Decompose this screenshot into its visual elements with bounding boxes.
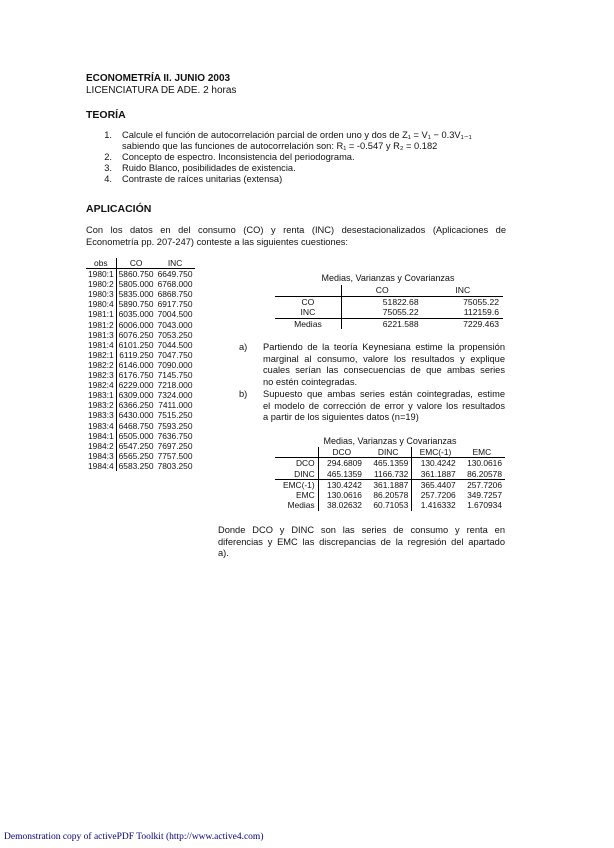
table-cell: 1.670934 bbox=[467, 500, 502, 511]
table-cell: 6649.750 bbox=[157, 269, 193, 280]
obs-period: 1980:3 bbox=[86, 289, 116, 299]
table-cell: 294.6809 bbox=[327, 458, 362, 469]
question-list bbox=[239, 342, 505, 425]
table-cell: 361.1887 bbox=[365, 479, 412, 490]
table-row bbox=[86, 390, 195, 400]
table-cell: 7145.750 bbox=[157, 370, 193, 381]
doc-title: ECONOMETRÍA II. JUNIO 2003 bbox=[86, 73, 231, 84]
table-cell: 6035.000 bbox=[118, 309, 154, 320]
table-cell: 6917.750 bbox=[157, 299, 193, 310]
obs-period: 1983:1 bbox=[86, 390, 116, 400]
table-row bbox=[86, 350, 195, 360]
table-cell: 257.7206 bbox=[459, 479, 505, 490]
table-cell: 6146.000 bbox=[118, 359, 154, 370]
obs-period: 1980:4 bbox=[86, 299, 116, 309]
table-cell: 38.02632 bbox=[327, 500, 362, 511]
table-row bbox=[86, 451, 195, 461]
closing-line: a). bbox=[218, 548, 229, 558]
question-item bbox=[239, 389, 505, 424]
aplicacion-heading: APLICACIÓN bbox=[86, 203, 152, 215]
table-cell: 7229.463 bbox=[423, 318, 503, 329]
table-cell: 6119.250 bbox=[119, 349, 154, 360]
row-label: Medias bbox=[275, 318, 341, 329]
closing-line: Donde DCO y DINC son las series de consumo y renta en bbox=[218, 525, 505, 535]
item-line: Calcule el función de autocorrelación parcial de orden uno y dos de Z₁ = V₁ − 0.3V₁₋₁ bbox=[122, 130, 472, 140]
table-row bbox=[86, 370, 195, 380]
table-row bbox=[86, 380, 195, 390]
question-label: b) bbox=[239, 389, 248, 399]
table-cell: 5835.000 bbox=[118, 289, 154, 300]
teoria-item bbox=[100, 130, 520, 152]
table-row bbox=[275, 469, 505, 480]
obs-period: 1981:3 bbox=[86, 330, 116, 340]
table-row bbox=[275, 479, 505, 490]
table-row bbox=[86, 340, 195, 350]
table-cell: 6221.588 bbox=[341, 318, 422, 329]
obs-period: 1981:4 bbox=[86, 340, 116, 350]
table-cell: 5805.000 bbox=[118, 279, 154, 290]
table-cell: 1.416332 bbox=[420, 500, 456, 511]
table-cell: 7053.250 bbox=[157, 329, 193, 340]
table-cell: 7515.250 bbox=[157, 410, 193, 421]
column-header: EMC bbox=[459, 447, 505, 458]
obs-period: 1983:2 bbox=[86, 400, 116, 410]
table-row bbox=[86, 431, 195, 441]
teoria-item bbox=[100, 174, 520, 185]
table-cell: 130.0616 bbox=[327, 490, 362, 501]
table-cell: 7043.000 bbox=[157, 319, 193, 330]
table-row bbox=[86, 320, 195, 330]
table-row bbox=[86, 289, 195, 299]
teoria-item bbox=[100, 163, 520, 174]
doc-subtitle: LICENCIATURA DE ADE. 2 horas bbox=[86, 85, 237, 96]
teoria-list bbox=[100, 130, 520, 185]
table-cell: 1166.732 bbox=[365, 469, 412, 480]
obs-period: 1984:2 bbox=[86, 441, 116, 451]
column-header: INC bbox=[156, 258, 195, 269]
table-row bbox=[275, 296, 503, 307]
table-cell: 130.4242 bbox=[318, 479, 365, 490]
question-label: a) bbox=[239, 342, 248, 352]
demo-watermark: Demonstration copy of activePDF Toolkit (http://www.active4.com) bbox=[4, 832, 264, 842]
table-header-row bbox=[275, 447, 505, 458]
table-row bbox=[86, 461, 195, 471]
table-cell: 6547.250 bbox=[118, 440, 154, 451]
table-cell: 7004.500 bbox=[157, 309, 193, 320]
column-header: obs bbox=[86, 258, 116, 269]
table-row bbox=[86, 360, 195, 370]
table-cell: 60.71053 bbox=[365, 500, 412, 510]
table-cell: 7090.000 bbox=[157, 359, 193, 370]
table-cell: 465.1359 bbox=[327, 468, 362, 479]
obs-period: 1982:4 bbox=[86, 380, 116, 390]
table-cell: 349.7257 bbox=[467, 490, 502, 501]
row-label: Medias bbox=[275, 500, 318, 510]
item-number: 1. bbox=[104, 130, 112, 140]
table-row bbox=[86, 421, 195, 431]
question-line: Partiendo de la teoría Keynesiana estime la propensión bbox=[263, 342, 505, 352]
item-line: Concepto de espectro. Inconsistencia del periodograma. bbox=[122, 152, 355, 162]
table-row bbox=[275, 500, 505, 510]
item-number: 2. bbox=[104, 152, 112, 162]
column-header: INC bbox=[423, 285, 503, 296]
table-cell: 6468.750 bbox=[118, 420, 154, 431]
obs-period: 1984:3 bbox=[86, 451, 116, 461]
table-cell: 6006.000 bbox=[118, 319, 154, 330]
table-row bbox=[86, 299, 195, 309]
closing-line: diferencias y EMC las discrepancias de la regresión del apartado bbox=[218, 536, 505, 547]
table-cell: 6583.250 bbox=[118, 460, 154, 471]
column-header bbox=[275, 447, 318, 458]
question-line: cuales serían las consecuencias de que ambas series bbox=[263, 365, 505, 375]
var-cov-table-2 bbox=[275, 447, 505, 511]
table-cell: 465.1359 bbox=[365, 458, 412, 469]
table-cell: 257.7206 bbox=[420, 490, 456, 501]
obs-period: 1982:1 bbox=[86, 350, 116, 360]
table-cell: 7411.000 bbox=[158, 400, 193, 411]
table-cell: 7047.750 bbox=[157, 349, 193, 360]
column-header bbox=[275, 285, 341, 296]
table-cell: 6229.000 bbox=[118, 380, 154, 391]
item-number: 4. bbox=[104, 174, 112, 184]
row-label: CO bbox=[275, 296, 341, 307]
table-cell: 86.20578 bbox=[467, 468, 502, 479]
means-row bbox=[275, 318, 503, 329]
table-row bbox=[86, 269, 195, 280]
table-cell: 6101.250 bbox=[118, 339, 154, 350]
intro-line: Econometría pp. 207-247) conteste a las siguientes cuestiones: bbox=[86, 236, 349, 247]
item-line: sabiendo que las funciones de autocorrelación son: R₁ = -0.547 y R₂ = 0.182 bbox=[122, 141, 438, 151]
table-row bbox=[86, 279, 195, 289]
table-cell: 7324.000 bbox=[157, 390, 193, 401]
question-item bbox=[239, 342, 505, 388]
table-cell: 7803.250 bbox=[157, 460, 193, 471]
obs-period: 1980:1 bbox=[86, 269, 116, 280]
table-cell: 7697.250 bbox=[157, 440, 193, 451]
table-cell: 6076.250 bbox=[118, 329, 154, 340]
table-cell: 51822.68 bbox=[382, 296, 419, 307]
table-cell: 130.0616 bbox=[467, 458, 502, 469]
table-cell: 6868.750 bbox=[157, 289, 193, 300]
table2-title: Medias, Varianzas y Covarianzas bbox=[323, 436, 457, 446]
obs-period: 1981:2 bbox=[86, 320, 116, 330]
table-cell: 112159.6 bbox=[463, 307, 499, 317]
table-cell: 361.1887 bbox=[420, 468, 456, 479]
closing-paragraph bbox=[218, 525, 505, 560]
item-line: Ruido Blanco, posibilidades de existencia. bbox=[122, 163, 296, 173]
obs-period: 1984:4 bbox=[86, 461, 116, 471]
table-cell: 365.4407 bbox=[412, 479, 459, 490]
obs-period: 1982:3 bbox=[86, 370, 116, 380]
column-header: CO bbox=[116, 258, 155, 269]
table-cell: 75055.22 bbox=[463, 296, 499, 307]
obs-period: 1983:4 bbox=[86, 421, 116, 431]
question-line: no estén cointegradas. bbox=[263, 376, 358, 387]
row-label: INC bbox=[275, 307, 341, 318]
column-header: DCO bbox=[318, 447, 365, 458]
table-cell: 5890.750 bbox=[118, 299, 154, 310]
var-cov-table-1 bbox=[275, 285, 503, 329]
table-cell: 6505.000 bbox=[118, 430, 154, 441]
obs-period: 1980:2 bbox=[86, 279, 116, 289]
table-cell: 6366.250 bbox=[118, 400, 154, 411]
table-row bbox=[275, 490, 505, 500]
table-cell: 7218.000 bbox=[157, 380, 193, 391]
table-row bbox=[86, 330, 195, 340]
table-cell: 6768.000 bbox=[157, 279, 193, 290]
obs-data-table bbox=[86, 258, 195, 471]
aplicacion-intro bbox=[86, 225, 506, 248]
obs-period: 1983:3 bbox=[86, 410, 116, 420]
table-cell: 6309.000 bbox=[118, 390, 154, 401]
column-header: DINC bbox=[365, 447, 412, 458]
table-cell: 130.4242 bbox=[420, 458, 456, 469]
table-row bbox=[86, 441, 195, 451]
table-cell: 75055.22 bbox=[382, 307, 419, 317]
table-row bbox=[275, 458, 505, 469]
row-label: DINC bbox=[275, 469, 318, 480]
item-line: Contraste de raíces unitarias (extensa) bbox=[122, 174, 283, 184]
table-row bbox=[275, 307, 503, 318]
table-cell: 6430.000 bbox=[118, 410, 154, 421]
question-line: Supuesto que ambas series están cointegradas, estime bbox=[263, 389, 505, 399]
question-line: marginal al consumo, valore los resultados y explique bbox=[263, 353, 505, 364]
table-cell: 7757.500 bbox=[157, 450, 193, 461]
question-line: a partir de los siguientes datos (n=19) bbox=[263, 412, 419, 422]
row-label: DCO bbox=[275, 458, 318, 469]
column-header: EMC(-1) bbox=[412, 447, 459, 458]
table-cell: 7636.750 bbox=[157, 430, 193, 441]
table-cell: 6176.750 bbox=[118, 370, 154, 381]
table-cell: 7044.500 bbox=[157, 339, 193, 350]
table-row bbox=[86, 400, 195, 410]
teoria-item bbox=[100, 152, 520, 163]
table1-title: Medias, Varianzas y Covarianzas bbox=[321, 273, 455, 283]
obs-period: 1984:1 bbox=[86, 431, 116, 441]
table-header-row bbox=[275, 285, 503, 296]
table-cell: 86.20578 bbox=[365, 490, 412, 500]
column-header: CO bbox=[341, 285, 422, 296]
item-number: 3. bbox=[104, 163, 112, 173]
row-label: EMC bbox=[275, 490, 318, 500]
table-cell: 7593.250 bbox=[157, 420, 193, 431]
obs-period: 1982:2 bbox=[86, 360, 116, 370]
teoria-heading: TEORÍA bbox=[86, 109, 126, 121]
intro-line: Con los datos en del consumo (CO) y renta (INC) desestacionalizados (Aplicaciones de bbox=[86, 225, 506, 235]
question-line: el modelo de corrección de error y valore los resultados bbox=[263, 400, 505, 411]
obs-period: 1981:1 bbox=[86, 309, 116, 319]
row-label: EMC(-1) bbox=[275, 479, 318, 490]
table-cell: 5860.750 bbox=[118, 269, 154, 280]
table-row bbox=[86, 309, 195, 319]
table-cell: 6565.250 bbox=[118, 450, 154, 461]
table-row bbox=[86, 410, 195, 420]
